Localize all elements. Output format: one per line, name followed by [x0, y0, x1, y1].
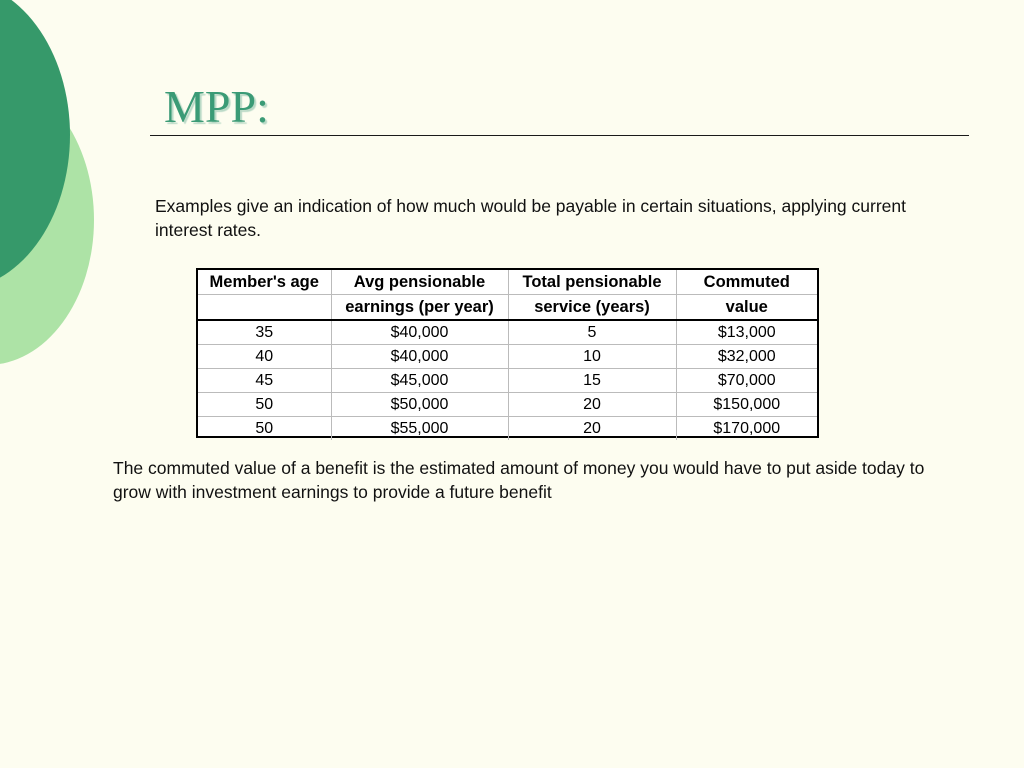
title-divider [150, 135, 969, 136]
cell-age: 45 [198, 369, 331, 393]
table-row [198, 320, 817, 345]
cell-earnings: $40,000 [331, 345, 508, 369]
cell-age: 50 [198, 393, 331, 417]
cell-earnings: $50,000 [331, 393, 508, 417]
cell-service: 20 [508, 393, 676, 417]
header-members-age-line2 [198, 295, 331, 321]
header-total-service: Total pensionable [508, 270, 676, 295]
table-row [198, 369, 817, 393]
cell-service: 20 [508, 417, 676, 441]
header-commuted-value-line2: value [676, 295, 817, 321]
header-avg-earnings-line2: earnings (per year) [331, 295, 508, 321]
cell-service: 15 [508, 369, 676, 393]
table-row [198, 345, 817, 369]
cell-commuted-value: $150,000 [676, 393, 817, 417]
cell-earnings: $40,000 [331, 320, 508, 345]
table-row [198, 393, 817, 417]
cell-service: 10 [508, 345, 676, 369]
cell-earnings: $55,000 [331, 417, 508, 441]
commuted-value-definition: The commuted value of a benefit is the estimated amount of money you would have to put aside today to grow with investment earnings to provide a future benefit [113, 458, 925, 502]
cell-earnings: $45,000 [331, 369, 508, 393]
intro-text: Examples give an indication of how much would be payable in certain situations, applying current interest rates. [155, 196, 906, 240]
cell-commuted-value: $70,000 [676, 369, 817, 393]
header-members-age: Member's age [198, 270, 331, 295]
slide-title: MPP: [164, 81, 269, 132]
cell-commuted-value: $13,000 [676, 320, 817, 345]
header-commuted-value: Commuted [676, 270, 817, 295]
cell-age: 40 [198, 345, 331, 369]
table-row [198, 417, 817, 441]
cell-age: 50 [198, 417, 331, 441]
cell-commuted-value: $170,000 [676, 417, 817, 441]
cell-commuted-value: $32,000 [676, 345, 817, 369]
cell-service: 5 [508, 320, 676, 345]
header-avg-earnings: Avg pensionable [331, 270, 508, 295]
header-total-service-line2: service (years) [508, 295, 676, 321]
commuted-value-table [196, 268, 819, 438]
cell-age: 35 [255, 323, 274, 341]
